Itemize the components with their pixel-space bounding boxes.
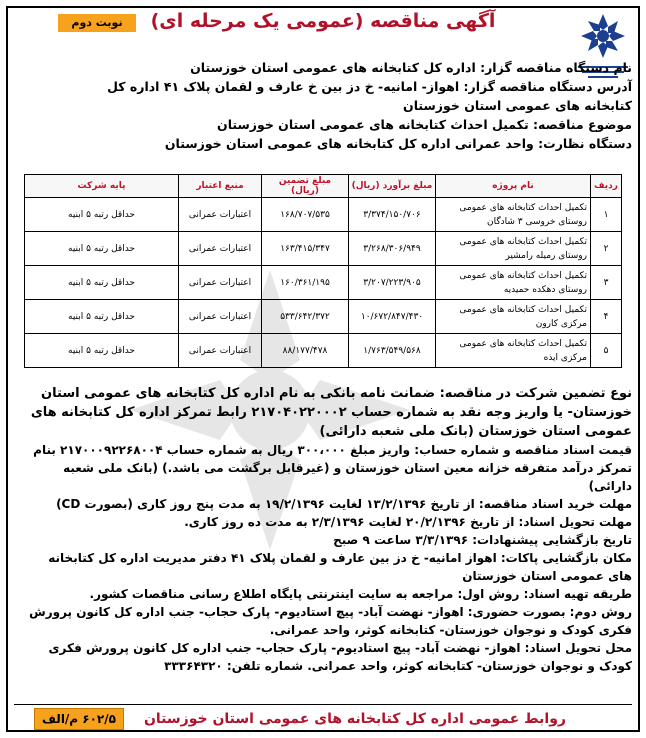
col-grade: پایه شرکت (25, 175, 179, 198)
cell-source: اعتبارات عمرانی (179, 334, 262, 368)
supervisor-line: دستگاه نظارت: واحد عمرانی اداره کل کتابخانه های عمومی استان خوزستان (164, 136, 632, 151)
col-row: ردیف (591, 175, 622, 198)
round-badge: نوبت دوم (58, 14, 136, 32)
prep-method-1: طریقه تهیه اسناد: روش اول: مراجعه به سایت اینترنتی پایگاه اطلاع رسانی مناقصات کشور. (89, 587, 632, 601)
cell-guarantee: ۱۶۰/۳۶۱/۱۹۵ (262, 266, 349, 300)
purchase-deadline: مهلت خرید اسناد مناقصه: از تاریخ ۱۳/۲/۱۳۹۶ لغایت ۱۹/۲/۱۳۹۶ به مدت پنج روز کاری (بصورت CD) (56, 497, 632, 511)
table-row (25, 198, 622, 232)
delivery-place: محل تحویل اسناد: اهواز- نهضت آباد- پیچ استادیوم- پارک حجاب- جنب اداره کل کانون پرورش فکری کودک و نوجوان خوزستان- کتابخانه کوثر، واحد عمرانی. شماره تلفن: ۳۳۳۶۴۳۲۰ (48, 641, 632, 673)
cell-grade: حداقل رتبه ۵ ابنیه (25, 266, 179, 300)
opening-date: تاریخ بازگشایی پیشنهادات: ۳/۳/۱۳۹۶ ساعت ۹ صبح (333, 533, 632, 547)
col-estimate: مبلغ برآورد (ریال) (349, 175, 436, 198)
document-price: قیمت اسناد مناقصه و شماره حساب: واریز مبلغ ۳۰۰،۰۰۰ ریال به شماره حساب ۲۱۷۰۰۰۹۲۲۶۸۰۰۴ بنام تمرکز درآمد متفرقه خزانه معین استان خوزستان و (غیرقابل برگشت می باشد.) (بانک ملی شعبه دارائی) (33, 443, 632, 493)
cell-project-name: تکمیل احداث کتابخانه های عمومی روستای خروسی ۳ شادگان (436, 198, 591, 232)
cell-grade: حداقل رتبه ۵ ابنیه (25, 300, 179, 334)
cell-row: ۵ (591, 334, 622, 368)
cell-source: اعتبارات عمرانی (179, 198, 262, 232)
cell-grade: حداقل رتبه ۵ ابنیه (25, 232, 179, 266)
notice-title: آگهی مناقصه (عمومی یک مرحله ای) (150, 10, 496, 32)
cell-row: ۳ (591, 266, 622, 300)
table-row (25, 300, 622, 334)
cell-estimate: ۳/۲۶۸/۳۰۶/۹۴۹ (349, 232, 436, 266)
address-line-2: کتابخانه های عمومی استان خوزستان (403, 98, 632, 113)
col-source: منبع اعتبار (179, 175, 262, 198)
cell-project-name: تکمیل احداث کتابخانه های عمومی مرکزی ایذه (436, 334, 591, 368)
cell-grade: حداقل رتبه ۵ ابنیه (25, 334, 179, 368)
opening-place: مکان بازگشایی پاکات: اهواز امانیه- خ دز بین عارف و لقمان پلاک ۴۱ دفتر مدیریت اداره کل کتابخانه های عمومی استان خوزستان (48, 551, 632, 583)
table-row (25, 334, 622, 368)
cell-estimate: ۱/۷۶۳/۵۴۹/۵۶۸ (349, 334, 436, 368)
subject-line: موضوع مناقصه: تکمیل احداث کتابخانه های عمومی استان خوزستان (217, 117, 632, 132)
table-row (25, 266, 622, 300)
cell-grade: حداقل رتبه ۵ ابنیه (25, 198, 179, 232)
cell-row: ۴ (591, 300, 622, 334)
delivery-deadline: مهلت تحویل اسناد: از تاریخ ۲۰/۲/۱۳۹۶ لغایت ۲/۳/۱۳۹۶ به مدت ده روز کاری. (184, 515, 632, 529)
cell-row: ۱ (591, 198, 622, 232)
notice-body (22, 384, 632, 675)
notice-header (32, 58, 632, 153)
cell-source: اعتبارات عمرانی (179, 300, 262, 334)
prep-method-2: روش دوم: بصورت حضوری: اهواز- نهضت آباد- پیچ استادیوم- پارک حجاب- جنب اداره کل کانون پرورش فکری کودک و نوجوان خوزستان- کتابخانه کوثر، واحد عمرانی. (29, 605, 632, 637)
cell-source: اعتبارات عمرانی (179, 266, 262, 300)
guarantee-type: نوع تضمین شرکت در مناقصه: ضمانت نامه بانکی به نام اداره کل کتابخانه های عمومی استان خوزستان- یا واریز وجه نقد به شماره حساب ۲۱۷۰۴۰۲۲۰۰۰۲ رابط تمرکز اداره کل کتابخانه های عمومی استان خوزستان (بانک ملی شعبه دارائی) (30, 386, 632, 439)
cell-guarantee: ۱۶۳/۴۱۵/۳۴۷ (262, 232, 349, 266)
projects-table (24, 174, 622, 368)
cell-guarantee: ۱۶۸/۷۰۷/۵۳۵ (262, 198, 349, 232)
cell-project-name: تکمیل احداث کتابخانه های عمومی مرکزی کارون (436, 300, 591, 334)
footer-divider (14, 704, 632, 705)
cell-estimate: ۱۰/۶۷۲/۸۴۷/۴۳۰ (349, 300, 436, 334)
publisher-line: روابط عمومی اداره کل کتابخانه های عمومی استان خوزستان (143, 711, 566, 727)
address-line-1: آدرس دستگاه مناقصه گزار: اهواز- امانیه- خ دز بین خ عارف و لقمان پلاک ۴۱ اداره کل (107, 79, 632, 94)
col-project-name: نام پروژه (436, 175, 591, 198)
cell-guarantee: ۸۸/۱۷۷/۴۷۸ (262, 334, 349, 368)
cell-project-name: تکمیل احداث کتابخانه های عمومی روستای دهکده حمیدیه (436, 266, 591, 300)
cell-estimate: ۳/۲۰۷/۲۲۳/۹۰۵ (349, 266, 436, 300)
table-row (25, 232, 622, 266)
cell-estimate: ۳/۳۷۴/۱۵۰/۷۰۶ (349, 198, 436, 232)
col-guarantee: مبلغ تضمین (ریال) (262, 175, 349, 198)
organizer-line: نام دستگاه مناقصه گزار: اداره کل کتابخانه های عمومی استان خوزستان (190, 60, 632, 75)
cell-guarantee: ۵۳۳/۶۴۲/۳۷۲ (262, 300, 349, 334)
cell-source: اعتبارات عمرانی (179, 232, 262, 266)
notice-code-badge: ۶۰۲/۵ م/الف (34, 708, 124, 730)
cell-project-name: تکمیل احداث کتابخانه های عمومی روستای رمیله رامشیر (436, 232, 591, 266)
table-header-row (25, 175, 622, 198)
cell-row: ۲ (591, 232, 622, 266)
